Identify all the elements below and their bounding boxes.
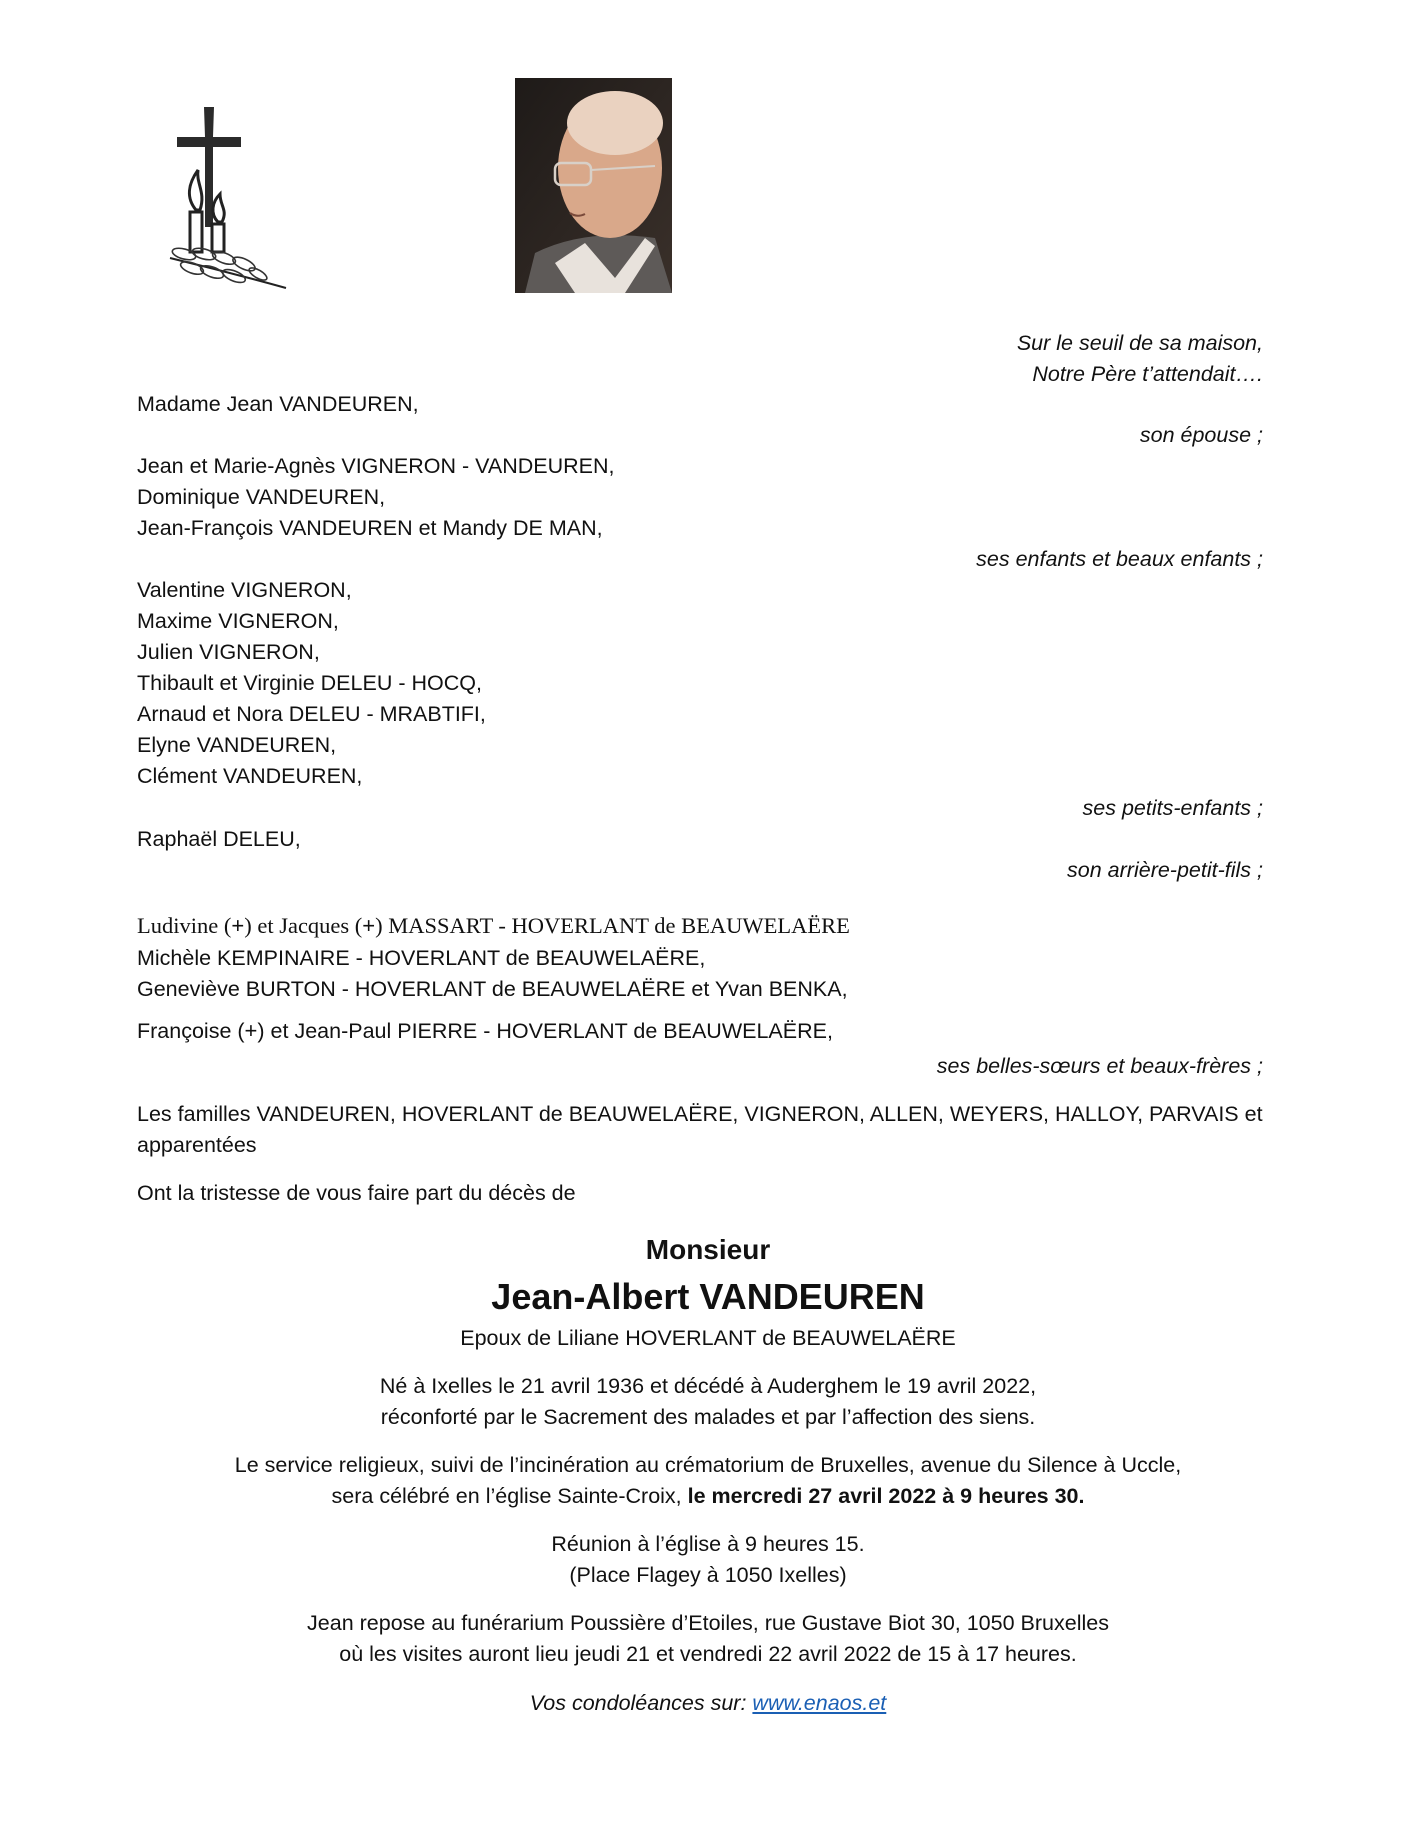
in-law-text: Ludivine ( xyxy=(137,913,232,938)
grandchild-name: Arnaud et Nora DELEU - MRABTIFI, xyxy=(137,702,486,726)
grandchild-name: Maxime VIGNERON, xyxy=(137,609,339,633)
deceased-cross-icon: + xyxy=(362,913,376,938)
deceased-cross-icon: + xyxy=(231,913,245,938)
announcement: Ont la tristesse de vous faire part du décès de xyxy=(137,1181,576,1205)
in-law-line-3: Geneviève BURTON - HOVERLANT de BEAUWELAËRE et Yvan BENKA, xyxy=(137,977,848,1001)
meeting-line: Réunion à l’église à 9 heures 15. xyxy=(551,1532,865,1556)
repose-line-1: Jean repose au funérarium Poussière d’Etoiles, rue Gustave Biot 30, 1050 Bruxelles xyxy=(307,1611,1109,1635)
families-line-1: Les familles VANDEUREN, HOVERLANT de BEAUWELAËRE, VIGNERON, ALLEN, WEYERS, HALLOY, PARVAIS et xyxy=(137,1102,1263,1126)
cross-candles-laurel-icon xyxy=(168,102,308,292)
grandchild-name: Thibault et Virginie DELEU - HOCQ, xyxy=(137,671,482,695)
in-law-line-2: Michèle KEMPINAIRE - HOVERLANT de BEAUWELAËRE, xyxy=(137,946,706,970)
in-law-text: ) MASSART - HOVERLANT de BEAUWELAËRE xyxy=(375,913,850,938)
repose-line-2: où les visites auront lieu jeudi 21 et vendredi 22 avril 2022 de 15 à 17 heures. xyxy=(339,1642,1077,1666)
in-law-text: Françoise ( xyxy=(137,1019,245,1043)
epigraph-line-2: Notre Père t’attendait…. xyxy=(1032,362,1263,386)
in-law-text: ) et Jacques ( xyxy=(244,913,363,938)
birth-death-line: Né à Ixelles le 21 avril 1936 et décédé à Auderghem le 19 avril 2022, xyxy=(379,1374,1037,1398)
grandchild-name: Clément VANDEUREN, xyxy=(137,764,363,788)
condolences-line xyxy=(0,1691,1416,1715)
in-law-line-4 xyxy=(137,1019,833,1043)
comfort-line: réconforté par le Sacrement des malades et par l’affection des siens. xyxy=(380,1405,1036,1429)
spouse-name: Madame Jean VANDEUREN, xyxy=(137,392,419,416)
great-grandchild-name: Raphaël DELEU, xyxy=(137,827,301,851)
deceased-title: Monsieur xyxy=(645,1234,771,1265)
child-name: Dominique VANDEUREN, xyxy=(137,485,386,509)
service-location: sera célébré en l’église Sainte-Croix, xyxy=(331,1484,688,1508)
deceased-spouse-line: Epoux de Liliane HOVERLANT de BEAUWELAËRE xyxy=(460,1326,956,1350)
in-laws-role: ses belles-sœurs et beaux-frères ; xyxy=(936,1054,1263,1078)
epigraph-line-1: Sur le seuil de sa maison, xyxy=(1016,331,1263,355)
child-name: Jean-François VANDEUREN et Mandy DE MAN, xyxy=(137,516,603,540)
grandchild-name: Julien VIGNERON, xyxy=(137,640,320,664)
condolences-label: Vos condoléances sur: xyxy=(529,1691,753,1715)
families-line-2: apparentées xyxy=(137,1133,257,1157)
grandchildren-role: ses petits-enfants ; xyxy=(1082,796,1263,820)
children-role: ses enfants et beaux enfants ; xyxy=(976,547,1263,571)
deceased-name: Jean-Albert VANDEUREN xyxy=(491,1276,925,1317)
condolences-link[interactable]: www.enaos.et xyxy=(752,1691,887,1715)
deceased-cross-icon: + xyxy=(244,1018,258,1043)
service-date-time: le mercredi 27 avril 2022 à 9 heures 30. xyxy=(687,1484,1085,1508)
service-line-2 xyxy=(0,1484,1416,1508)
in-law-line-1 xyxy=(137,914,850,938)
portrait-photo xyxy=(515,78,672,293)
meeting-place-line: (Place Flagey à 1050 Ixelles) xyxy=(569,1563,847,1587)
grandchild-name: Valentine VIGNERON, xyxy=(137,578,352,602)
spouse-role: son épouse ; xyxy=(1139,423,1263,447)
child-name: Jean et Marie-Agnès VIGNERON - VANDEUREN, xyxy=(137,454,615,478)
grandchild-name: Elyne VANDEUREN, xyxy=(137,733,337,757)
great-grandchild-role: son arrière-petit-fils ; xyxy=(1067,858,1263,882)
service-line-1: Le service religieux, suivi de l’incinération au crématorium de Bruxelles, avenue du Silence à Uccle, xyxy=(234,1453,1182,1477)
in-law-text: ) et Jean-Paul PIERRE - HOVERLANT de BEAUWELAËRE, xyxy=(257,1019,833,1043)
